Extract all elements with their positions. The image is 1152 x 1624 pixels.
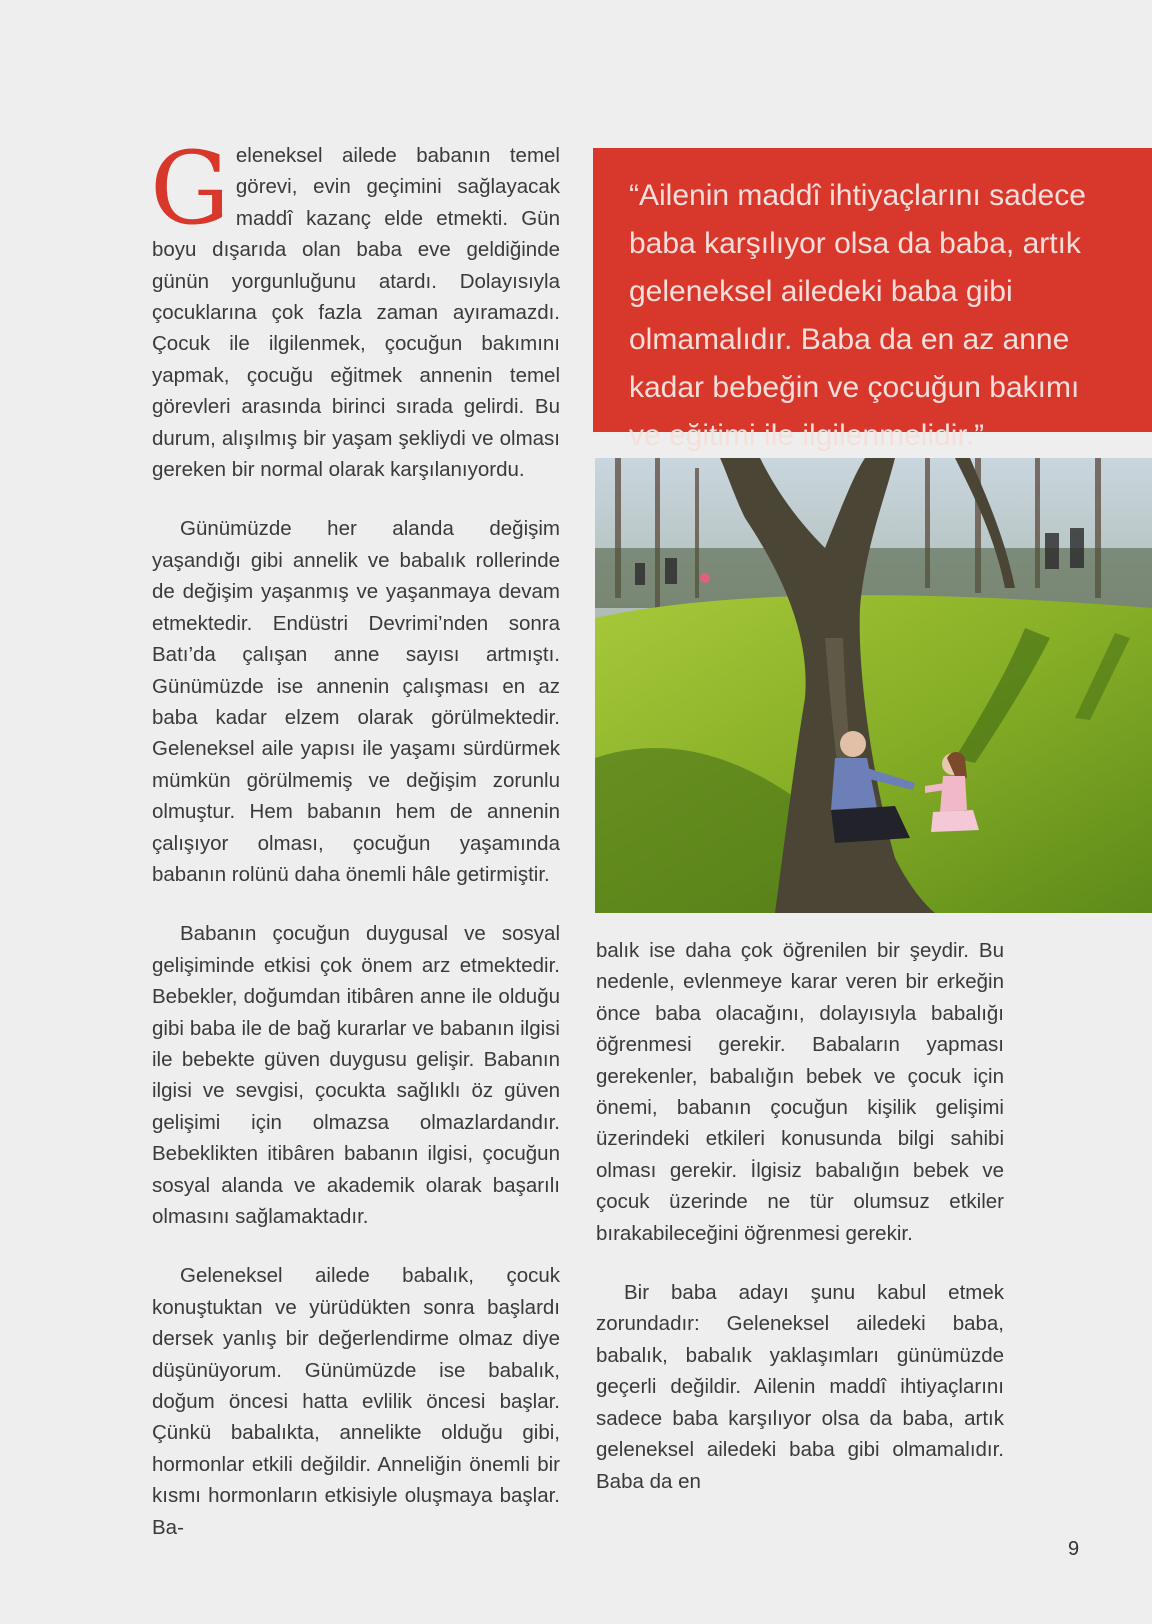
father-daughter-park-image [595, 458, 1152, 913]
drop-cap: G [150, 130, 230, 247]
body-paragraph-4: Geleneksel ailede babalık, çocuk konuştuktan ve yürüdükten sonra başlardı dersek yanlış bir değerlendirme olmaz diye düşünüyorum. Günümüzde ise babalık, doğum öncesi hatta evlilik öncesi başlar. Çünkü babalıkta, annelikte olduğu gibi, hormonlar etkili değildir. Anneliğin önemli bir kısmı hormonların etkisiyle oluşmaya başlar. Ba- [152, 1264, 560, 1539]
intro-paragraph-text: eleneksel ailede babanın temel görevi, evin geçimini sağlayacak maddî kazanç elde etmekti. Gün boyu dışarıda olan baba eve geldiğinde günün yorgunluğunu atardı. Dolayısıyla çocuklarına çok fazla zaman ayıramazdı. Çocuk ile ilgilenmek, çocuğun bakımını yapmak, çocuğu eğitmek annenin temel görevleri arasında birinci sırada gelirdi. Bu durum, alışılmış bir yaşam şekliydi ve olması gereken bir normal olarak karşılanıyordu. [152, 144, 560, 482]
right-paragraph-1: balık ise daha çok öğrenilen bir şeydir. Bu nedenle, evlenmeye karar veren bir erkeğin önce baba olacağını, dolayısıyla babalığı öğrenmesi gerekir. Babaların yapması gerekenler, babalığın bebek ve çocuk için önemi, babanın çocuğun kişilik gelişimi üzerindeki etkileri konusunda bilgi sahibi olması gerekir. İlgisiz babalığın bebek ve çocuk üzerinde ne tür olumsuz etkiler bırakabileceğini öğrenmesi gerekir. [596, 939, 1004, 1245]
right-column [596, 935, 1004, 1525]
body-paragraph-3: Babanın çocuğun duygusal ve sosyal gelişiminde etkisi çok önem arz etmektedir. Bebekler, doğumdan itibâren anne ile olduğu gibi baba ile de bağ kurarlar ve babanın ilgisi ile bebekte güven duygusu gelişir. Babanın ilgisi ve sevgisi, çocukta sağlıklı öz güven gelişimi için olmazsa olmazlardandır. Bebeklikten itibâren babanın ilgisi, çocuğun sosyal alanda ve akademik olarak başarılı olmasını sağlamaktadır. [152, 922, 560, 1228]
body-paragraph-2: Günümüzde her alanda değişim yaşandığı gibi annelik ve babalık rollerinde de değişim yaşanmış ve yaşanmaya devam etmektedir. Endüstri Devrimi’nden sonra Batı’da çalışan anne sayısı artmıştı. Günümüzde ise annenin çalışması en az baba kadar elzem olarak görülmektedir. Geleneksel aile yapısı ile yaşamı sürdürmek mümkün görülmemiş ve değişim zorunlu olmuştur. Hem babanın hem de annenin çalışıyor olması, çocuğun yaşamında babanın rolünü daha önemli hâle getirmiştir. [152, 517, 560, 886]
pull-quote-box [593, 148, 1152, 452]
park-photo [595, 458, 1152, 913]
right-paragraph-2: Bir baba adayı şunu kabul etmek zorundadır: Geleneksel ailedeki baba, babalık, babalık yaklaşımları günümüzde geçerli değildir. Ailenin maddî ihtiyaçlarını sadece baba karşılıyor olsa da baba, artık geleneksel ailedeki baba gibi olmamalıdır. Baba da en [596, 1281, 1004, 1493]
left-column [150, 130, 560, 1571]
page-number: 9 [1068, 1538, 1080, 1560]
intro-paragraph [150, 130, 560, 485]
pull-quote-text: “Ailenin maddî ihtiyaçlarını sadece baba karşılıyor olsa da baba, artık geleneksel ailedeki baba gibi olmamalıdır. Baba da en az anne kadar bebeğin ve çocuğun bakımı ve eğitimi ile ilgilenmelidir.” [629, 179, 1086, 452]
